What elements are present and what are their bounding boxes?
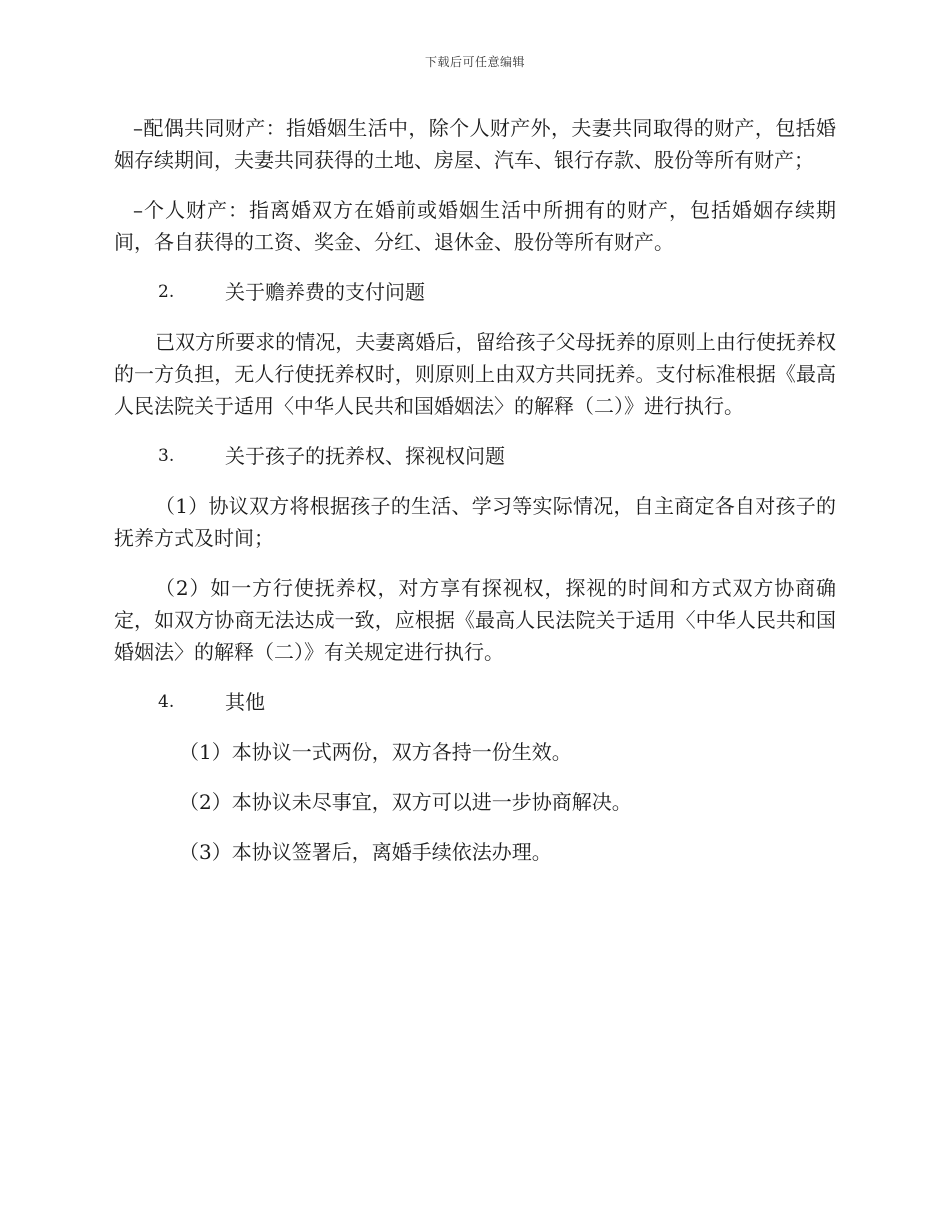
section-4-title: 其他 [225,690,265,714]
section-3-item-1: （1）协议双方将根据孩子的生活、学习等实际情况，自主商定各自对孩子的抚养方式及时间； [114,494,836,550]
page-header: 下载后可任意编辑 [424,55,525,69]
section-4-heading [114,686,836,718]
document-body [114,112,836,886]
section-2-title: 关于赡养费的支付问题 [225,280,425,304]
joint-property-definition: –配偶共同财产：指婚姻生活中，除个人财产外，夫妻共同取得的财产，包括婚姻存续期间，夫妻共同获得的土地、房屋、汽车、银行存款、股份等所有财产； [114,116,836,172]
section-2-heading [114,276,836,308]
section-2-body: 已双方所要求的情况，夫妻离婚后，留给孩子父母抚养的原则上由行使抚养权的一方负担，无人行使抚养权时，则原则上由双方共同抚养。支付标准根据《最高人民法院关于适用〈中华人民共和国婚姻法〉的解释（二）》进行执行。 [114,330,836,418]
section-4-item-1: （1）本协议一式两份，双方各持一份生效。 [179,740,572,764]
section-2-number: 2. [158,282,175,302]
section-3-item-2: （2）如一方行使抚养权，对方享有探视权，探视的时间和方式双方协商确定，如双方协商无法达成一致，应根据《最高人民法院关于适用〈中华人民共和国婚姻法〉的解释（二）》有关规定进行执行。 [114,576,836,664]
personal-property-definition: –个人财产：指离婚双方在婚前或婚姻生活中所拥有的财产，包括婚姻存续期间，各自获得的工资、奖金、分红、退休金、股份等所有财产。 [114,198,836,254]
section-3-title: 关于孩子的抚养权、探视权问题 [225,444,505,468]
section-4-item-3: （3）本协议签署后，离婚手续依法办理。 [179,840,552,864]
section-4-item-2: （2）本协议未尽事宜，双方可以进一步协商解决。 [179,790,632,814]
section-3-heading [114,440,836,472]
section-4-number: 4. [158,692,175,712]
section-3-number: 3. [158,446,175,466]
